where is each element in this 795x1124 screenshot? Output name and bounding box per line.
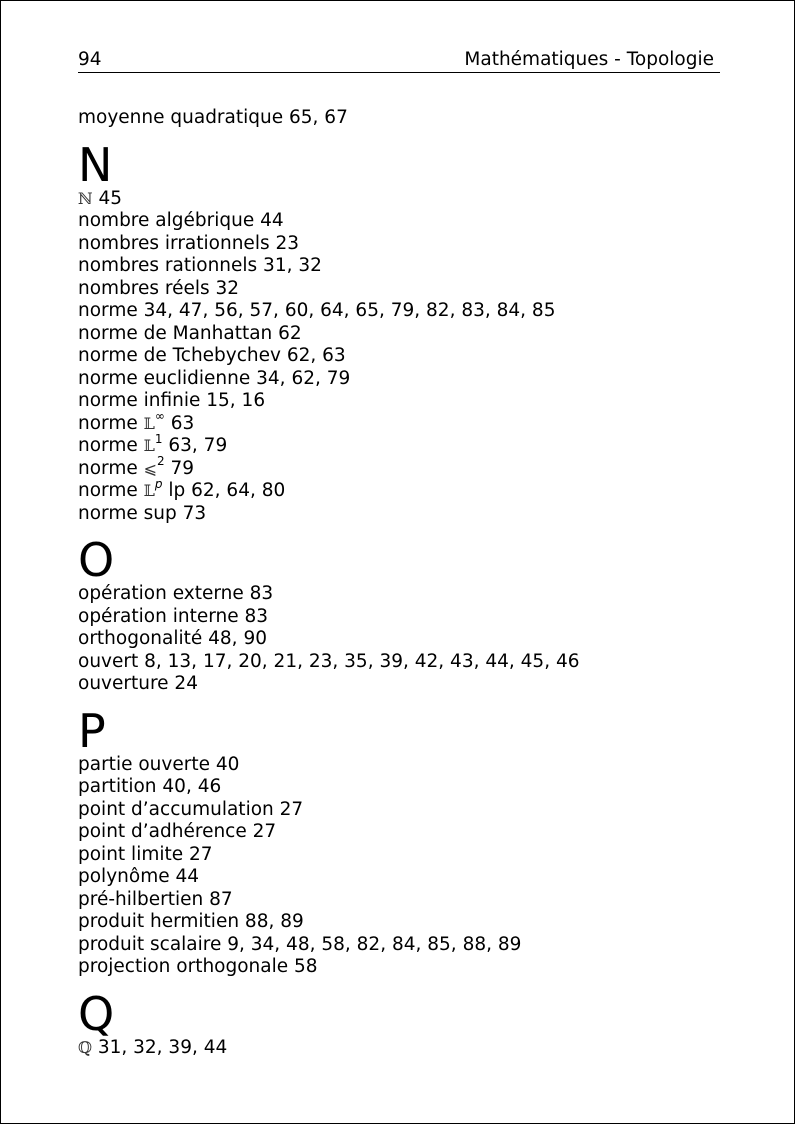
naturals-symbol: ℕ xyxy=(78,188,93,208)
l-symbol: 𝕃 xyxy=(143,413,155,433)
index-entry: point d’adhérence 27 xyxy=(78,821,277,842)
section-letter-p: P xyxy=(78,703,106,758)
index-entry: opération interne 83 xyxy=(78,605,269,627)
index-entry: orthogonalité 48, 90 xyxy=(78,628,267,649)
index-entry xyxy=(78,431,718,458)
leq-symbol: ⩽ xyxy=(143,458,158,478)
index-entry-pages: 45 xyxy=(92,187,123,209)
index-entry: norme euclidienne 34, 62, 79 xyxy=(78,367,351,389)
index-entry: pré-hilbertien 87 xyxy=(78,888,233,910)
index-entry: polynôme 44 xyxy=(78,866,200,887)
index-entry-pages: 63, 79 xyxy=(162,435,228,456)
index-entry xyxy=(78,454,718,481)
index-entry xyxy=(78,1037,718,1060)
index-entry-text: norme xyxy=(78,480,144,501)
index-entry-pages: 79 xyxy=(164,457,195,479)
index-entry-text: norme xyxy=(78,412,144,434)
index-entry: partie ouverte 40 xyxy=(78,753,240,775)
index-entry: produit hermitien 88, 89 xyxy=(78,911,304,932)
index-entry: point d’accumulation 27 xyxy=(78,798,304,820)
index-list xyxy=(78,107,718,1059)
index-entry: norme de Tchebychev 62, 63 xyxy=(78,345,346,366)
index-entry: norme 34, 47, 56, 57, 60, 64, 65, 79, 82, 83, 84, 85 xyxy=(78,300,556,321)
index-entry: norme sup 73 xyxy=(78,502,207,524)
index-entry: projection orthogonale 58 xyxy=(78,956,318,977)
index-entry: partition 40, 46 xyxy=(78,776,222,797)
index-entry: norme de Manhattan 62 xyxy=(78,322,302,344)
index-entry: nombres irrationnels 23 xyxy=(78,232,300,254)
index-entry: opération externe 83 xyxy=(78,583,274,604)
index-entry xyxy=(78,476,718,503)
l-symbol: 𝕃 xyxy=(143,481,155,500)
index-entry-pages: 31, 32, 39, 44 xyxy=(91,1036,228,1058)
index-entry: nombres réels 32 xyxy=(78,277,240,299)
superscript: p xyxy=(154,476,163,491)
index-entry: nombre algébrique 44 xyxy=(78,210,284,231)
index-entry: produit scalaire 9, 34, 48, 58, 82, 84, 85, 88, 89 xyxy=(78,933,522,955)
page-number: 94 xyxy=(78,49,102,70)
superscript: 2 xyxy=(157,454,165,469)
section-letter-o: O xyxy=(78,533,115,587)
index-entry xyxy=(78,409,718,436)
index-entry: moyenne quadratique 65, 67 xyxy=(78,107,348,128)
section-letter-q: Q xyxy=(78,986,115,1041)
running-title: Mathématiques - Topologie xyxy=(464,49,714,70)
l-symbol: 𝕃 xyxy=(143,436,155,455)
index-entry: ouverture 24 xyxy=(78,673,198,694)
index-entry: nombres rationnels 31, 32 xyxy=(78,255,322,276)
index-entry xyxy=(78,188,718,211)
index-entry: norme infinie 15, 16 xyxy=(78,390,266,411)
index-entry-pages: lp 62, 64, 80 xyxy=(162,480,286,501)
superscript: 1 xyxy=(154,431,163,446)
index-entry-pages: 63 xyxy=(164,412,195,434)
superscript: ∞ xyxy=(154,409,165,424)
rationals-symbol: ℚ xyxy=(78,1037,92,1057)
running-header xyxy=(78,48,720,73)
index-entry: point limite 27 xyxy=(78,843,213,865)
index-entry-text: norme xyxy=(78,457,144,479)
section-letter-n: N xyxy=(78,137,113,192)
index-entry-text: norme xyxy=(78,435,144,456)
index-entry: ouvert 8, 13, 17, 20, 21, 23, 35, 39, 42, 43, 44, 45, 46 xyxy=(78,650,580,672)
